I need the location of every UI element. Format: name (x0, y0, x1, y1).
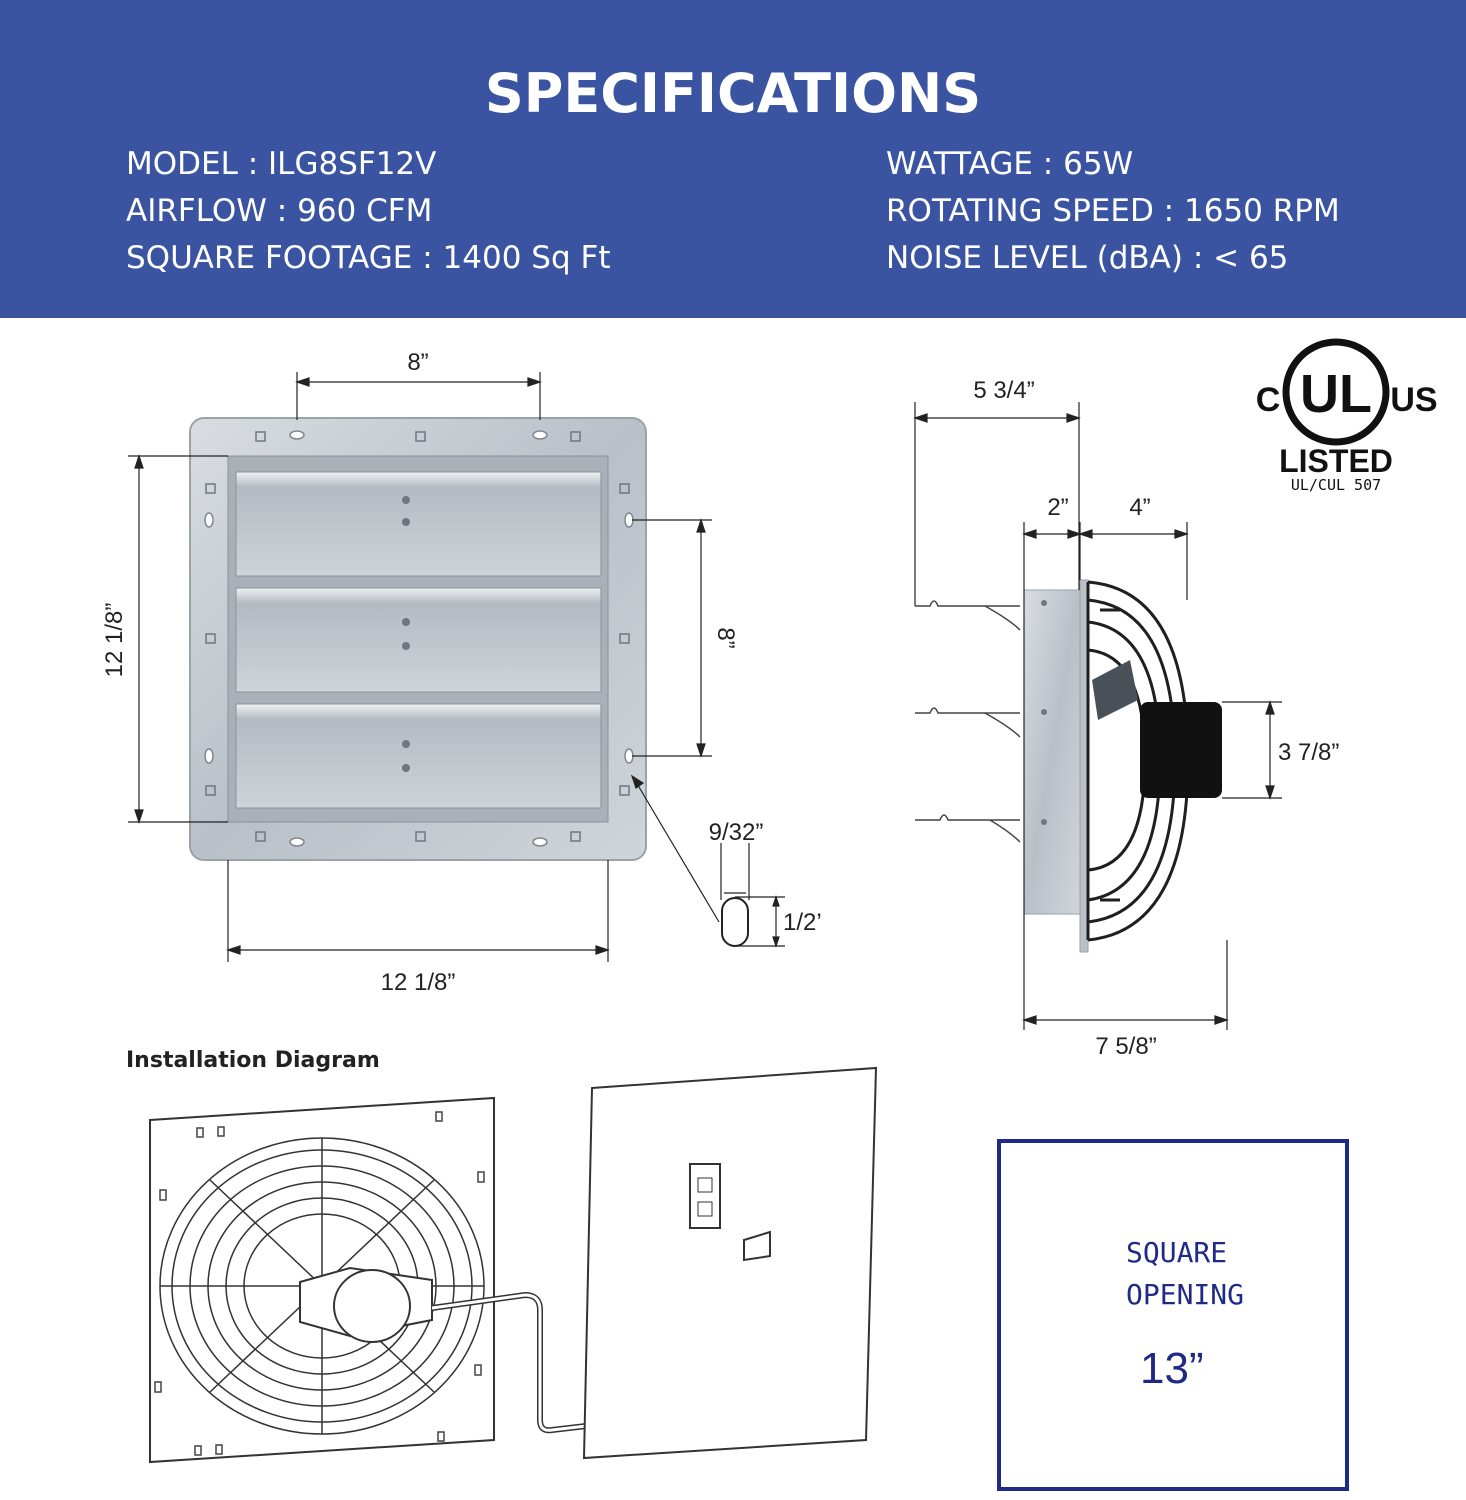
opening-size: 13” (1140, 1344, 1204, 1393)
page-title: SPECIFICATIONS (484, 62, 982, 125)
svg-text:C: C (1255, 381, 1281, 419)
side-frame (1024, 590, 1080, 914)
opening-line-2: OPENING (1126, 1278, 1245, 1311)
shutter-flaps (915, 601, 1020, 842)
dim-side-spacing: 8” (712, 627, 739, 649)
dim-flange-depth: 2” (1047, 494, 1069, 521)
svg-text:UL: UL (1300, 364, 1372, 424)
dim-front-width: 12 1/8” (380, 969, 456, 996)
side-view (915, 377, 1339, 1060)
spec-noise-level: NOISE LEVEL (dBA) : < 65 (886, 240, 1289, 276)
ul-listed-logo (1256, 342, 1438, 494)
svg-text:UL/CUL 507: UL/CUL 507 (1290, 476, 1382, 494)
svg-text:US: US (1390, 381, 1438, 419)
spec-banner (0, 0, 1466, 318)
dim-slot-length: 1/2’ (783, 909, 822, 936)
square-opening-box (997, 1139, 1349, 1491)
dim-top-spacing: 8” (407, 349, 429, 376)
spec-square-footage: SQUARE FOOTAGE : 1400 Sq Ft (126, 240, 611, 276)
dim-motor-diameter: 3 7/8” (1278, 739, 1340, 766)
svg-text:LISTED: LISTED (1279, 443, 1393, 479)
louver-3 (236, 704, 601, 808)
installation-diagram (150, 1068, 876, 1462)
dim-overall-depth: 5 3/4” (973, 377, 1035, 404)
opening-line-1: SQUARE (1126, 1236, 1228, 1269)
spec-rotating-speed: ROTATING SPEED : 1650 RPM (886, 193, 1340, 229)
motor-cap (334, 1270, 410, 1342)
dim-total-depth: 7 5/8” (1095, 1033, 1157, 1060)
front-view (101, 349, 822, 996)
installation-diagram-label: Installation Diagram (126, 1048, 380, 1073)
slot-detail (722, 898, 748, 946)
dim-slot-width: 9/32” (708, 819, 764, 846)
dim-front-height: 12 1/8” (101, 602, 128, 678)
spec-airflow: AIRFLOW : 960 CFM (126, 193, 433, 229)
louver-1 (236, 472, 601, 576)
spec-wattage: WATTAGE : 65W (886, 146, 1134, 182)
louver-2 (236, 588, 601, 692)
dim-guard-depth: 4” (1129, 494, 1151, 521)
spec-model: MODEL : ILG8SF12V (126, 146, 437, 182)
motor (1140, 702, 1222, 798)
wall (584, 1068, 876, 1458)
fan-blade (1092, 660, 1138, 720)
wall-outlet (690, 1164, 720, 1228)
